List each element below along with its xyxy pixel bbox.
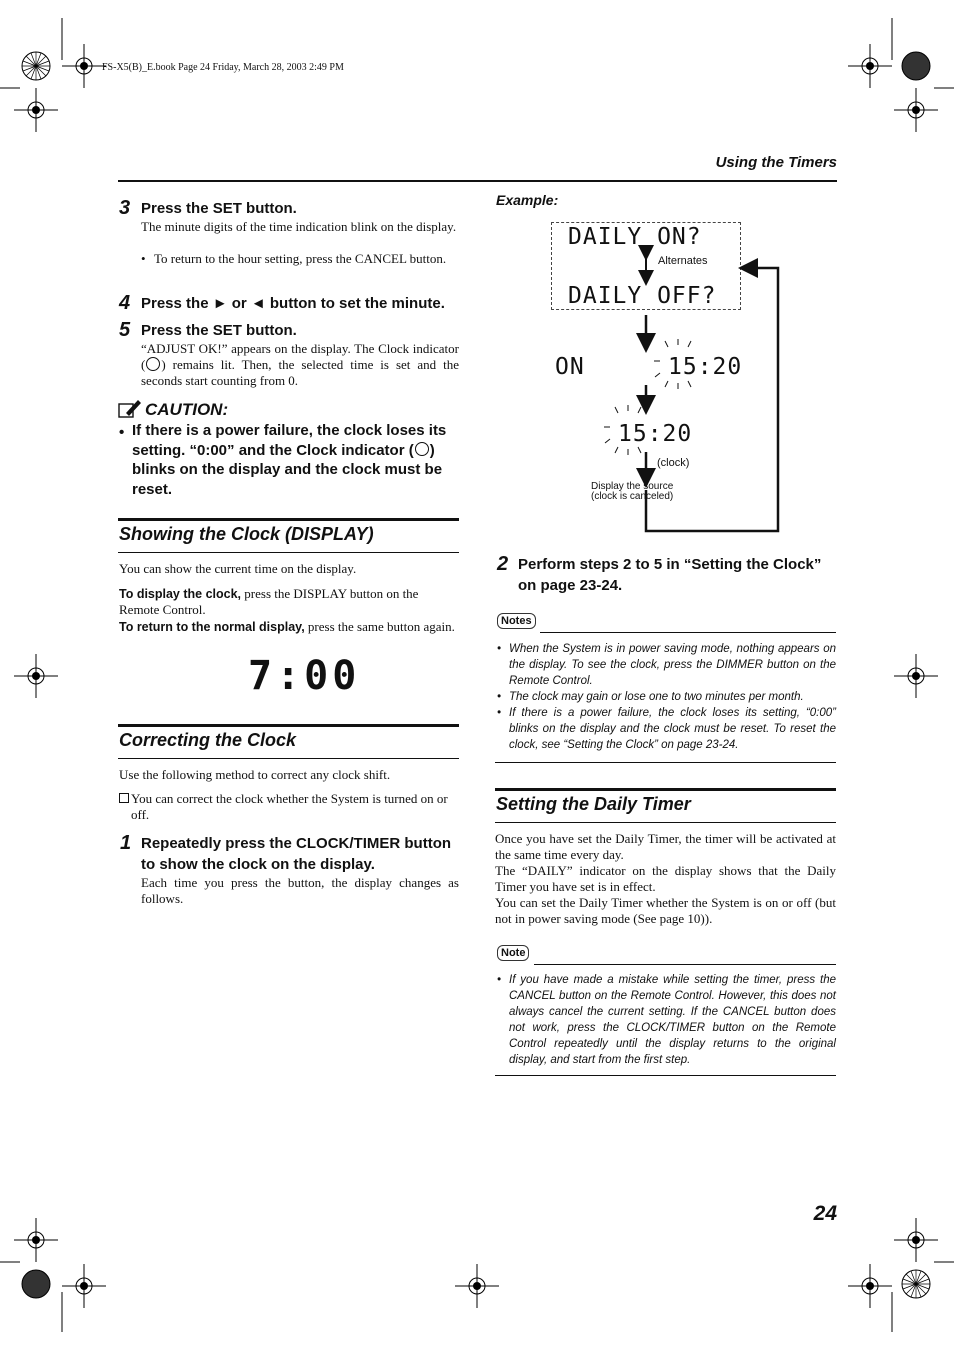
step-title: Perform steps 2 to 5 in “Setting the Clock” on page 23-24. bbox=[518, 556, 822, 594]
instruction-paragraph: To display the clock, press the DISPLAY button on the Remote Control. bbox=[119, 586, 419, 617]
lcd-on: ON bbox=[555, 354, 585, 380]
clock-icon bbox=[146, 357, 160, 371]
step-body: The minute digits of the time indication blink on the display. bbox=[141, 219, 457, 234]
notes-rule bbox=[540, 632, 836, 633]
step-number: 1 bbox=[120, 832, 132, 854]
lcd-time-1: 15:20 bbox=[668, 354, 743, 380]
step-number: 5 bbox=[119, 319, 131, 341]
step-number: 4 bbox=[119, 292, 131, 314]
bullet-mark: • bbox=[119, 424, 125, 441]
note-item: • If you have made a mistake while setting the timer, press the CANCEL button on the Remote Control. However, this does not always cancel the current setting. If the CANCEL button does not work, press the CLOCK/TIMER button on the Remote Control repeatedly until the display returns to the original display, and start from the first step. bbox=[497, 974, 836, 1066]
section-rule-top bbox=[118, 724, 459, 727]
note-item: • The clock may gain or lose one to two minutes per month. bbox=[497, 691, 804, 703]
step-title: Press the ► or ◄ button to set the minute. bbox=[141, 295, 445, 312]
source-note: Display the source (clock is canceled) bbox=[591, 481, 674, 502]
section-rule-bottom bbox=[118, 552, 459, 553]
page-number: 24 bbox=[813, 1202, 837, 1225]
caution-label: CAUTION: bbox=[145, 400, 229, 419]
instruction-paragraph: To return to the normal display, press the same button again. bbox=[119, 619, 455, 634]
note-item: • When the System is in power saving mode, nothing appears on the display. To see the clock, press the DIMMER button on the Remote Control. bbox=[497, 643, 836, 687]
lcd-daily-on: DAILY ON? bbox=[568, 224, 702, 250]
section-rule-bottom bbox=[118, 758, 459, 759]
section-rule-top bbox=[118, 518, 459, 521]
section-title: Correcting the Clock bbox=[119, 730, 297, 750]
section-intro: You can show the current time on the display. bbox=[119, 561, 357, 576]
step-bullet: To return to the hour setting, press the CANCEL button. bbox=[154, 251, 447, 266]
notes-end-rule bbox=[495, 762, 836, 763]
note-badge: Note bbox=[497, 945, 529, 961]
example-label: Example: bbox=[496, 192, 559, 208]
pencil-icon bbox=[118, 398, 144, 418]
note-end-rule bbox=[495, 1075, 836, 1076]
flow-arrows bbox=[540, 245, 790, 540]
file-header: FS-X5(B)_E.book Page 24 Friday, March 28, 2003 2:49 PM bbox=[102, 62, 344, 73]
notes-list bbox=[497, 641, 836, 753]
section-title: Showing the Clock (DISPLAY) bbox=[119, 524, 374, 544]
lcd-daily-off: DAILY OFF? bbox=[568, 283, 717, 309]
section-rule-top bbox=[495, 788, 836, 791]
step-number: 3 bbox=[119, 197, 131, 219]
running-header: Using the Timers bbox=[715, 154, 837, 171]
step-number: 2 bbox=[497, 553, 509, 575]
note-item: • If there is a power failure, the clock loses its setting, “0:00” blinks on the display and the clock must be reset. To reset the clock, see “Setting the Clock” on page 23-24. bbox=[497, 707, 836, 751]
step-body: “ADJUST OK!” appears on the display. The Clock indicator ( ) remains lit. Then, the selected time is set and the seconds start counting from 0. bbox=[141, 341, 459, 388]
step-title: Repeatedly press the CLOCK/TIMER button to show the clock on the display. bbox=[141, 835, 452, 873]
notes-badge: Notes bbox=[497, 613, 536, 629]
checkbox-icon bbox=[119, 793, 129, 803]
step-title: Press the SET button. bbox=[141, 322, 297, 339]
alternates-label: Alternates bbox=[658, 255, 708, 267]
clock-icon bbox=[415, 442, 429, 456]
section-rule-bottom bbox=[495, 822, 836, 823]
header-rule bbox=[118, 180, 837, 182]
lcd-time-2: 15:20 bbox=[618, 421, 693, 447]
lcd-clock-display: 7:00 bbox=[248, 653, 361, 699]
section-title: Setting the Daily Timer bbox=[496, 794, 691, 814]
step-title: Press the SET button. bbox=[141, 200, 297, 217]
clock-label: (clock) bbox=[657, 457, 690, 469]
caution-text: If there is a power failure, the clock loses its setting. “0:00” and the Clock indicator ( ) blinks on the display and the clock must be reset. bbox=[132, 422, 447, 498]
section-intro: Use the following method to correct any clock shift. bbox=[119, 767, 391, 782]
note-rule bbox=[534, 964, 836, 965]
bullet-mark: • bbox=[141, 251, 146, 266]
section-body: Once you have set the Daily Timer, the timer will be activated at the same time every day. The “DAILY” indicator on the display shows that the Daily Timer you have set is in effect. You can set the Daily Timer whether the System is on or off (but not in power saving mode (See page 10)). bbox=[495, 831, 836, 926]
check-item: You can correct the clock whether the System is turned on or off. bbox=[131, 791, 448, 822]
step-body: Each time you press the button, the display changes as follows. bbox=[141, 875, 459, 906]
